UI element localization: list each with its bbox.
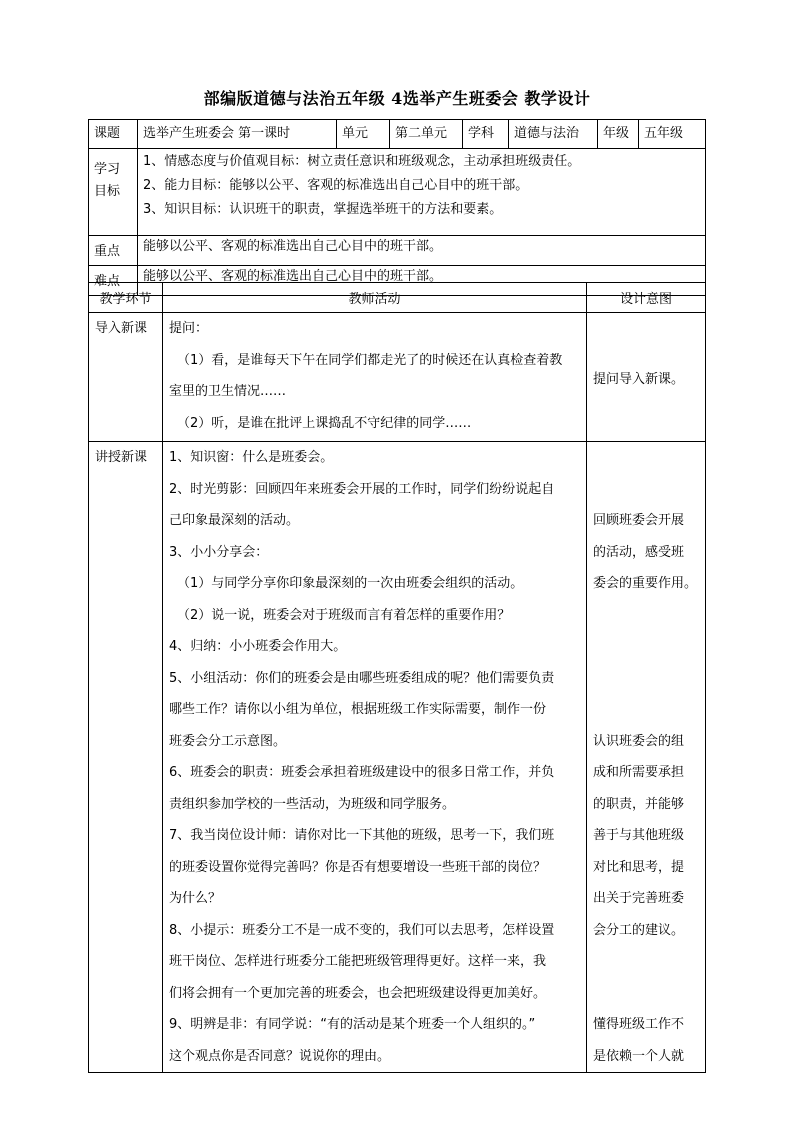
activity-line: 的班委设置你觉得完善吗？你是否有想要增设一些班干部的岗位？ [169,859,547,875]
activity-line: 9、明辨是非：有同学说：“有的活动是某个班委一个人组织的。” [169,1017,536,1032]
intro-activity [163,313,587,442]
activity-line: 2、时光剪影：回顾四年来班委会开展的工作时，同学们纷纷说起自 [169,481,555,497]
activity-line: 3、小小分享会： [169,544,269,560]
lesson-info-table [88,119,706,296]
subject-label: 学科 [463,120,509,149]
page-title: 部编版道德与法治五年级 4选举产生班委会 教学设计 [203,89,591,108]
intent-line: 的职责，并能够 [593,796,685,812]
teaching-process-table [88,282,706,1073]
subject-value: 道德与法治 [509,120,598,149]
intent-line: 出关于完善班委 [593,891,685,906]
topic-value: 选举产生班委会 第一课时 [138,120,337,149]
stage-intro: 导入新课 [89,313,163,442]
intent-line: 是依赖一个人就 [593,1048,685,1064]
goal-item: 2、能力目标：能够以公平、客观的标准选出自己心目中的班干部。 [143,178,529,193]
activity-line: 室里的卫生情况…… [169,384,287,399]
header-stage: 教学环节 [89,283,163,313]
table-header-row [89,283,706,313]
activity-line: 7、我当岗位设计师：请你对比一下其他的班级，思考一下，我们班 [169,828,555,843]
goals-list [138,149,706,236]
activity-line: 哪些工作？请你以小组为单位，根据班级工作实际需要，制作一份 [169,702,547,717]
intent-line: 懂得班级工作不 [593,1017,685,1032]
activity-line: 班委会分工示意图。 [169,733,287,749]
goals-label-line: 目标 [94,184,121,199]
teach-intent [587,442,706,1073]
intent-line: 委会的重要作用。 [593,576,698,591]
unit-label: 单元 [337,120,390,149]
teach-activity [163,442,587,1073]
activity-line: 这个观点你是否同意？说说你的理由。 [169,1048,391,1064]
intent-line: 认识班委会的组 [593,733,685,749]
activity-line: 5、小组活动：你们的班委会是由哪些班委组成的呢？他们需要负责 [169,670,555,686]
table-row [89,236,706,266]
intent-line: 回顾班委会开展 [593,513,685,528]
goals-label-line: 学习 [94,162,121,177]
activity-line: 责组织参加学校的一些活动，为班级和同学服务。 [169,796,456,812]
intent-line: 会分工的建议。 [593,922,685,938]
intent-line: 成和所需要承担 [593,765,685,780]
activity-line: （2）听，是谁在批评上课捣乱不守纪律的同学…… [177,415,472,431]
intent-line: 善于与其他班级 [593,828,685,843]
intro-intent: 提问导入新课。 [587,313,706,442]
header-teacher-activity: 教师活动 [163,283,587,313]
topic-label: 课题 [89,120,138,149]
header-design-intent: 设计意图 [587,283,706,313]
table-row [89,313,706,442]
table-row [89,120,706,149]
grade-label: 年级 [598,120,639,149]
difficulty-label: 难点 [89,266,138,296]
activity-line: 8、小提示：班委分工不是一成不变的，我们可以去思考，怎样设置 [169,922,555,938]
activity-line: 6、班委会的职责：班委会承担着班级建设中的很多日常工作，并负 [169,765,555,780]
activity-line: 为什么？ [169,891,222,906]
goal-item: 3、知识目标：认识班干的职责，掌握选举班干的方法和要素。 [143,202,503,217]
key-point-label: 重点 [89,236,138,266]
grade-value: 五年级 [639,120,706,149]
activity-line: 己印象最深刻的活动。 [169,513,300,528]
table-row [89,442,706,1073]
key-point-value: 能够以公平、客观的标准选出自己心目中的班干部。 [138,236,706,266]
activity-line: （1）与同学分享你印象最深刻的一次由班委会组织的活动。 [177,576,524,591]
activity-line: （1）看，是谁每天下午在同学们都走光了的时候还在认真检查着教 [177,352,563,368]
difficulty-value: 能够以公平、客观的标准选出自己心目中的班干部。 [138,266,706,296]
activity-line: （2）说一说，班委会对于班级而言有着怎样的重要作用？ [177,607,511,623]
intent-line: 的活动，感受班 [593,544,685,560]
activity-line: 们将会拥有一个更加完善的班委会，也会把班级建设得更加美好。 [169,985,547,1001]
unit-value: 第二单元 [390,120,463,149]
goals-label [89,149,138,236]
intent-line: 对比和思考，提 [593,859,685,875]
activity-line: 4、归纳：小小班委会作用大。 [169,639,347,654]
activity-line: 1、知识窗：什么是班委会。 [169,450,334,465]
activity-line: 班干岗位、怎样进行班委分工能把班级管理得更好。这样一来，我 [169,954,547,969]
goal-item: 1、情感态度与价值观目标：树立责任意识和班级观念，主动承担班级责任。 [143,154,581,169]
stage-teach: 讲授新课 [89,442,163,1073]
activity-line: 提问： [169,321,209,336]
table-row [89,149,706,236]
